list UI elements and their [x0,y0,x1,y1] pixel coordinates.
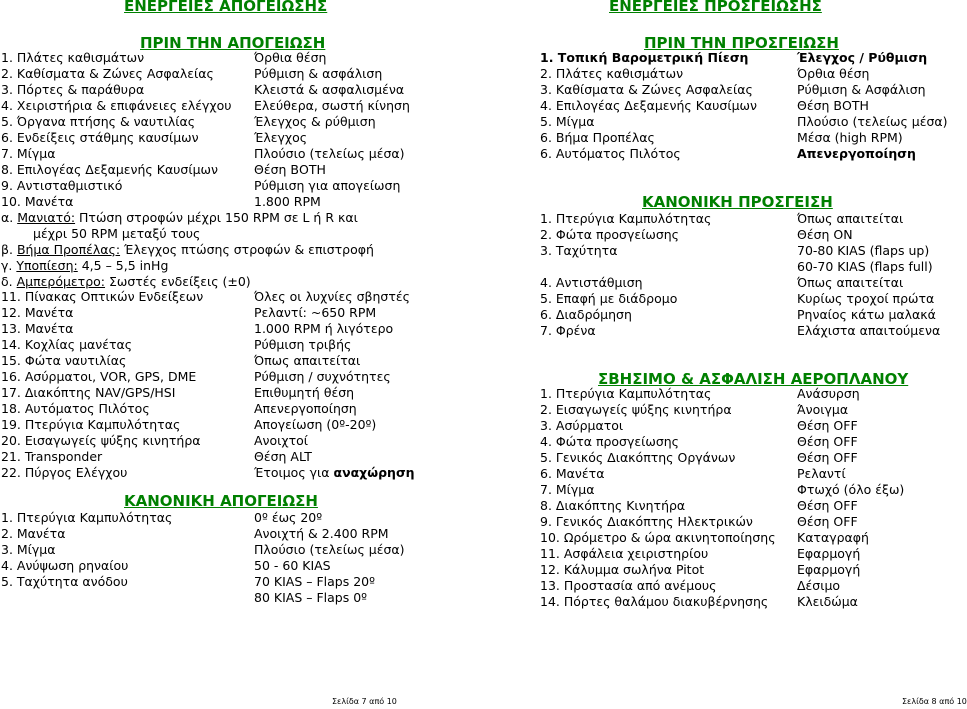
item-label: 12. Μανέτα [1,305,74,320]
item-value: 50 - 60 KIAS [254,558,331,573]
item-label: 2. Εισαγωγείς ψύξης κινητήρα [540,402,732,417]
check-text: 4,5 – 5,5 inHg [77,258,169,273]
item-value: Εφαρμογή [797,562,861,577]
check-label: Μανιατό: [17,210,76,225]
item-label: 12. Κάλυμμα σωλήνα Pitot [540,562,705,577]
item-label: 17. Διακόπτης NAV/GPS/HSI [1,385,176,400]
item-label: 9. Γενικός Διακόπτης Ηλεκτρικών [540,514,753,529]
item-value: Ελάχιστα απαιτούμενα [797,323,941,338]
item-value: Ρελαντί: ~650 RPM [254,305,377,320]
item-value: Έλεγχος & ρύθμιση [254,114,376,129]
check-prefix: δ. [1,274,17,289]
item-value: Έλεγχος [254,130,308,145]
item-value: Ρύθμιση & ασφάλιση [254,66,383,81]
item-label: 3. Ασύρματοι [540,418,624,433]
item-value: 1.800 RPM [254,194,321,209]
item-value: 60-70 KIAS (flaps full) [797,259,933,274]
normal-landing-title: ΚΑΝΟΝΙΚΗ ΠΡΟΣΓΕΙΣΗ [642,193,833,211]
item-value: Θέση OFF [797,498,858,513]
item-label: 2. Μανέτα [1,526,66,541]
item-label: 4. Ανύψωση ρηναίου [1,558,129,573]
item-value: Έτοιμος για [254,465,334,480]
item-value: Απενεργοποίηση [797,146,916,161]
item-value: Ρύθμιση για απογείωση [254,178,401,193]
item-value: Πλούσιο (τελείως μέσα) [797,114,948,129]
item-value: Όλες οι λυχνίες σβηστές [254,289,410,304]
item-value: Όρθια θέση [254,50,327,65]
item-value: Επιθυμητή θέση [254,385,355,400]
item-value: Έλεγχος / Ρύθμιση [797,50,928,65]
item-value: Κλειδώμα [797,594,858,609]
item-label: 1. Πτερύγια Καμπυλότητας [540,211,712,226]
check-text: Πτώση στροφών μέχρι 150 RPM σε L ή R και [75,210,358,225]
item-label: 19. Πτερύγια Καμπυλότητας [1,417,181,432]
item-label: 22. Πύργος Ελέγχου [1,465,128,480]
page-number: Σελίδα 8 από 10 [902,697,967,706]
item-label: 7. Μίγμα [1,146,56,161]
item-label: 1. Πτερύγια Καμπυλότητας [540,386,712,401]
check-label: Υποπίεση: [16,258,78,273]
item-value: Όπως απαιτείται [254,353,361,368]
item-value: Ρύθμιση / συχνότητες [254,369,391,384]
check-prefix: β. [1,242,17,257]
item-label: 9. Αντισταθμιστικό [1,178,123,193]
item-value: Θέση ΒΟΤΗ [254,162,326,177]
item-value: Δέσιμο [797,578,841,593]
item-value: Ανοιχτοί [254,433,309,448]
item-label: 2. Πλάτες καθισμάτων [540,66,684,81]
item-label: 3. Ταχύτητα [540,243,618,258]
item-label: 3. Καθίσματα & Ζώνες Ασφαλείας [540,82,753,97]
item-label: 13. Προστασία από ανέμους [540,578,717,593]
item-label: 8. Διακόπτης Κινητήρα [540,498,686,513]
item-value: Θέση OFF [797,418,858,433]
item-label: 5. Όργανα πτήσης & ναυτιλίας [1,114,196,129]
item-value: 0º έως 20º [254,510,323,525]
item-value: Απενεργοποίηση [254,401,357,416]
item-label: 6. Ενδείξεις στάθμης καυσίμων [1,130,199,145]
item-label: 7. Μίγμα [540,482,595,497]
item-value: Ανάσυρση [797,386,860,401]
shutdown-title: ΣΒΗΣΙΜΟ & ΑΣΦΑΛΙΣΗ ΑΕΡΟΠΛΑΝΟΥ [598,370,909,388]
item-value: Θέση OFF [797,514,858,529]
before-landing-title: ΠΡΙΝ ΤΗΝ ΠΡΟΣΓΕΙΩΣΗ [644,34,839,52]
item-value: Όπως απαιτείται [797,275,904,290]
page-number: Σελίδα 7 από 10 [332,697,397,706]
item-label: 3. Μίγμα [1,542,56,557]
item-label: 11. Ασφάλεια χειριστηρίου [540,546,709,561]
item-value: Θέση ON [797,227,853,242]
item-label: 14. Πόρτες θαλάμου διακυβέρνησης [540,594,769,609]
item-value: Ρηναίος κάτω μαλακά [797,307,936,322]
item-label: 8. Επιλογέας Δεξαμενής Καυσίμων [1,162,218,177]
item-value-bold: αναχώρηση [333,465,415,480]
check-text: Σωστές ενδείξεις (±0) [105,274,251,289]
item-label: 15. Φώτα ναυτιλίας [1,353,127,368]
item-value: Θέση ALT [254,449,312,464]
item-value: Ρελαντί [797,466,846,481]
item-value: 80 KIAS – Flaps 0º [254,590,368,605]
item-label: 13. Μανέτα [1,321,74,336]
check-text: μέχρι 50 RPM μεταξύ τους [33,226,201,241]
item-value: Ανοιχτή & 2.400 RPM [254,526,389,541]
item-value: Καταγραφή [797,530,869,545]
item-label: 21. Transponder [1,449,103,464]
item-value: 1.000 RPM ή λιγότερο [254,321,394,336]
check-prefix: α. [1,210,18,225]
item-label: 5. Ταχύτητα ανόδου [1,574,128,589]
item-value: Απογείωση (0º-20º) [254,417,377,432]
item-label: 6. Αυτόματος Πιλότος [540,146,681,161]
item-label: 5. Γενικός Διακόπτης Οργάνων [540,450,736,465]
item-value: Θέση ΒΟΤΗ [797,98,869,113]
item-value: Εφαρμογή [797,546,861,561]
item-value: Μέσα (high RPM) [797,130,903,145]
takeoff-main-title: ΕΝΕΡΓΕΙΕΣ ΑΠΟΓΕΙΩΣΗΣ [124,0,328,15]
check-label: Βήμα Προπέλας: [16,242,121,257]
item-label: 1. Τοπική Βαρομετρική Πίεση [540,50,749,65]
check-prefix: γ. [1,258,17,273]
item-label: 20. Εισαγωγείς ψύξης κινητήρα [1,433,201,448]
item-value: Άνοιγμα [797,402,849,417]
item-label: 3. Πόρτες & παράθυρα [1,82,145,97]
item-label: 14. Κοχλίας μανέτας [1,337,133,352]
item-label: 11. Πίνακας Οπτικών Ενδείξεων [1,289,204,304]
item-value: Φτωχό (όλο έξω) [797,482,905,497]
item-value: 70-80 KIAS (flaps up) [797,243,930,258]
check-label: Αμπερόμετρο: [16,274,106,289]
item-label: 6. Διαδρόμηση [540,307,632,322]
item-value: Κλειστά & ασφαλισμένα [254,82,405,97]
item-label: 4. Χειριστήρια & επιφάνειες ελέγχου [1,98,232,113]
item-value: Θέση OFF [797,450,858,465]
item-label: 6. Βήμα Προπέλας [540,130,655,145]
item-label: 4. Φώτα προσγείωσης [540,434,680,449]
landing-main-title: ΕΝΕΡΓΕΙΕΣ ΠΡΟΣΓΕΙΩΣΗΣ [609,0,822,15]
normal-takeoff-title: ΚΑΝΟΝΙΚΗ ΑΠΟΓΕΙΩΣΗ [124,492,318,510]
item-value: Ελεύθερα, σωστή κίνηση [254,98,410,113]
item-value: Κυρίως τροχοί πρώτα [797,291,935,306]
item-value: Πλούσιο (τελείως μέσα) [254,542,405,557]
item-label: 10. Μανέτα [1,194,74,209]
item-label: 6. Μανέτα [540,466,605,481]
item-value: Όρθια θέση [797,66,870,81]
item-value: Ρύθμιση τριβής [254,337,352,352]
item-label: 4. Επιλογέας Δεξαμενής Καυσίμων [540,98,757,113]
item-value: Ρύθμιση & Ασφάλιση [797,82,926,97]
item-value: Θέση OFF [797,434,858,449]
item-label: 7. Φρένα [540,323,596,338]
item-label: 5. Επαφή με διάδρομο [540,291,678,306]
item-label: 16. Ασύρματοι, VOR, GPS, DME [1,369,197,384]
item-label: 4. Αντιστάθμιση [540,275,643,290]
item-value: Όπως απαιτείται [797,211,904,226]
item-label: 1. Πτερύγια Καμπυλότητας [1,510,173,525]
item-label: 10. Ωρόμετρο & ώρα ακινητοποίησης [540,530,776,545]
item-label: 5. Μίγμα [540,114,595,129]
item-value: Πλούσιο (τελείως μέσα) [254,146,405,161]
item-label: 1. Πλάτες καθισμάτων [1,50,145,65]
item-label: 18. Αυτόματος Πιλότος [1,401,150,416]
item-label: 2. Φώτα προσγείωσης [540,227,680,242]
before-takeoff-title: ΠΡΙΝ ΤΗΝ ΑΠΟΓΕΙΩΣΗ [140,34,326,52]
item-value: 70 KIAS – Flaps 20º [254,574,375,589]
item-label: 2. Καθίσματα & Ζώνες Ασφαλείας [1,66,214,81]
check-text: Έλεγχος πτώσης στροφών & επιστροφή [120,242,374,257]
